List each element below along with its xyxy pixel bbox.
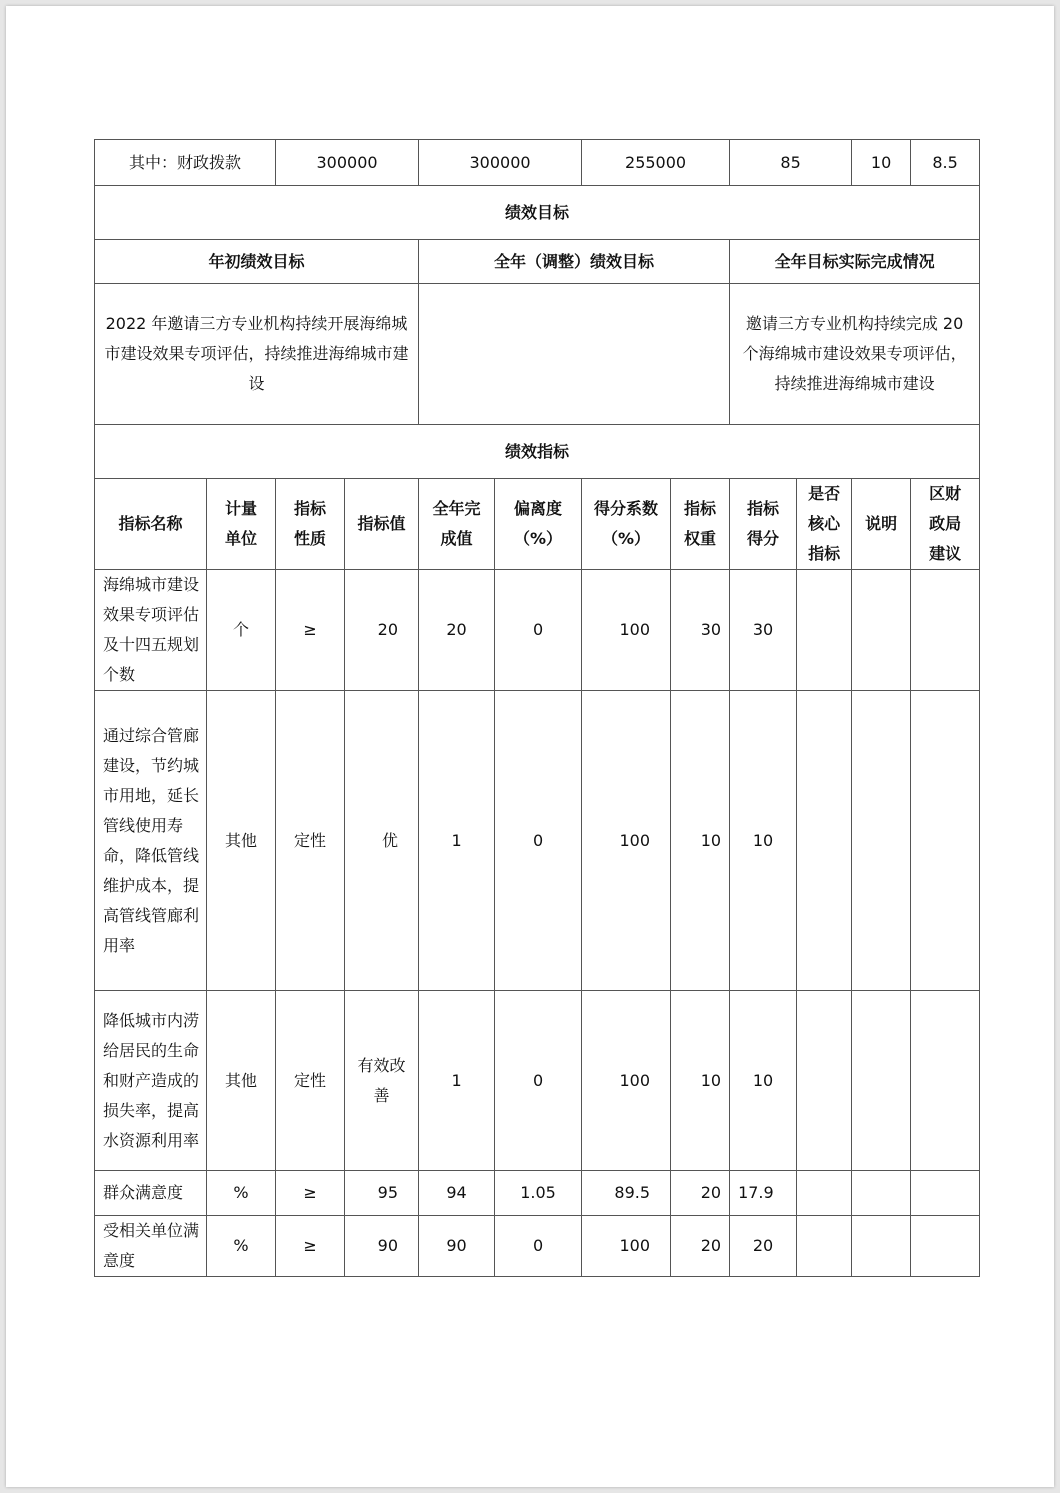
goals-col-actual: 全年目标实际完成情况 [730, 240, 980, 284]
indicator-score: 10 [730, 691, 797, 991]
header-unit: 计量单位 [207, 479, 276, 570]
indicator-note [852, 991, 911, 1171]
funding-value-6: 8.5 [911, 140, 980, 186]
funding-value-1: 300000 [276, 140, 419, 186]
indicator-actual: 1 [419, 691, 495, 991]
indicator-unit: 其他 [207, 991, 276, 1171]
funding-value-4: 85 [730, 140, 852, 186]
indicator-target: 20 [345, 570, 419, 691]
indicator-name: 海绵城市建设效果专项评估及十四五规划个数 [95, 570, 207, 691]
goals-initial-text: 2022 年邀请三方专业机构持续开展海绵城市建设效果专项评估，持续推进海绵城市建设 [95, 284, 419, 425]
funding-label: 其中：财政拨款 [95, 140, 276, 186]
indicator-weight: 10 [671, 691, 730, 991]
header-weight: 指标权重 [671, 479, 730, 570]
goals-actual-text: 邀请三方专业机构持续完成 20 个海绵城市建设效果专项评估，持续推进海绵城市建设 [730, 284, 980, 425]
indicator-actual: 20 [419, 570, 495, 691]
indicator-unit: % [207, 1216, 276, 1277]
indicators-header-row [95, 479, 980, 570]
indicator-note [852, 1216, 911, 1277]
indicator-target: 95 [345, 1171, 419, 1216]
header-name: 指标名称 [95, 479, 207, 570]
goals-col-adjusted: 全年（调整）绩效目标 [419, 240, 730, 284]
goals-section-title: 绩效目标 [95, 186, 980, 240]
header-deviation: 偏离度（%） [495, 479, 582, 570]
header-advice: 区财政局建议 [911, 479, 980, 570]
table-row [95, 1216, 980, 1277]
indicator-unit: 个 [207, 570, 276, 691]
indicator-weight: 10 [671, 991, 730, 1171]
funding-value-3: 255000 [582, 140, 730, 186]
header-actual: 全年完成值 [419, 479, 495, 570]
indicator-coef: 100 [582, 1216, 671, 1277]
indicator-name: 受相关单位满意度 [95, 1216, 207, 1277]
indicator-weight: 20 [671, 1171, 730, 1216]
indicator-core [797, 1216, 852, 1277]
indicator-weight: 30 [671, 570, 730, 691]
header-nature: 指标性质 [276, 479, 345, 570]
indicator-deviation: 0 [495, 691, 582, 991]
indicator-coef: 100 [582, 691, 671, 991]
indicator-advice [911, 1171, 980, 1216]
table-row [95, 1171, 980, 1216]
indicator-nature: ≥ [276, 1171, 345, 1216]
header-coef: 得分系数（%） [582, 479, 671, 570]
indicator-deviation: 0 [495, 1216, 582, 1277]
indicator-advice [911, 1216, 980, 1277]
goals-adjusted-text [419, 284, 730, 425]
document-page [6, 6, 1054, 1487]
indicator-core [797, 1171, 852, 1216]
table-row [95, 991, 980, 1171]
indicator-name: 通过综合管廊建设，节约城市用地，延长管线使用寿命，降低管线维护成本，提高管线管廊利用率 [95, 691, 207, 991]
indicator-nature: ≥ [276, 1216, 345, 1277]
indicator-actual: 90 [419, 1216, 495, 1277]
goals-col-initial: 年初绩效目标 [95, 240, 419, 284]
goals-title-row [95, 186, 980, 240]
indicator-core [797, 991, 852, 1171]
indicator-deviation: 0 [495, 570, 582, 691]
indicator-target: 优 [345, 691, 419, 991]
indicator-nature: ≥ [276, 570, 345, 691]
funding-value-5: 10 [852, 140, 911, 186]
header-note: 说明 [852, 479, 911, 570]
header-score: 指标得分 [730, 479, 797, 570]
funding-value-2: 300000 [419, 140, 582, 186]
indicator-advice [911, 991, 980, 1171]
indicator-nature: 定性 [276, 691, 345, 991]
indicator-advice [911, 691, 980, 991]
header-target: 指标值 [345, 479, 419, 570]
indicator-nature: 定性 [276, 991, 345, 1171]
indicator-deviation: 0 [495, 991, 582, 1171]
indicator-score: 20 [730, 1216, 797, 1277]
performance-table [94, 139, 980, 1277]
indicator-note [852, 691, 911, 991]
indicator-score: 10 [730, 991, 797, 1171]
indicators-title-row [95, 425, 980, 479]
indicators-section-title: 绩效指标 [95, 425, 980, 479]
indicator-coef: 89.5 [582, 1171, 671, 1216]
indicator-deviation: 1.05 [495, 1171, 582, 1216]
indicator-name: 群众满意度 [95, 1171, 207, 1216]
table-row [95, 691, 980, 991]
indicator-actual: 1 [419, 991, 495, 1171]
indicator-note [852, 1171, 911, 1216]
indicator-coef: 100 [582, 570, 671, 691]
indicator-target: 90 [345, 1216, 419, 1277]
indicator-target: 有效改善 [345, 991, 419, 1171]
indicator-score: 30 [730, 570, 797, 691]
indicator-unit: % [207, 1171, 276, 1216]
indicator-advice [911, 570, 980, 691]
indicator-name: 降低城市内涝给居民的生命和财产造成的损失率，提高水资源利用率 [95, 991, 207, 1171]
indicator-weight: 20 [671, 1216, 730, 1277]
indicator-coef: 100 [582, 991, 671, 1171]
goals-content-row [95, 284, 980, 425]
goals-header-row [95, 240, 980, 284]
indicator-score: 17.9 [730, 1171, 797, 1216]
indicator-core [797, 570, 852, 691]
indicator-unit: 其他 [207, 691, 276, 991]
indicator-actual: 94 [419, 1171, 495, 1216]
funding-row [95, 140, 980, 186]
indicator-core [797, 691, 852, 991]
indicator-note [852, 570, 911, 691]
header-core: 是否核心指标 [797, 479, 852, 570]
table-row [95, 570, 980, 691]
